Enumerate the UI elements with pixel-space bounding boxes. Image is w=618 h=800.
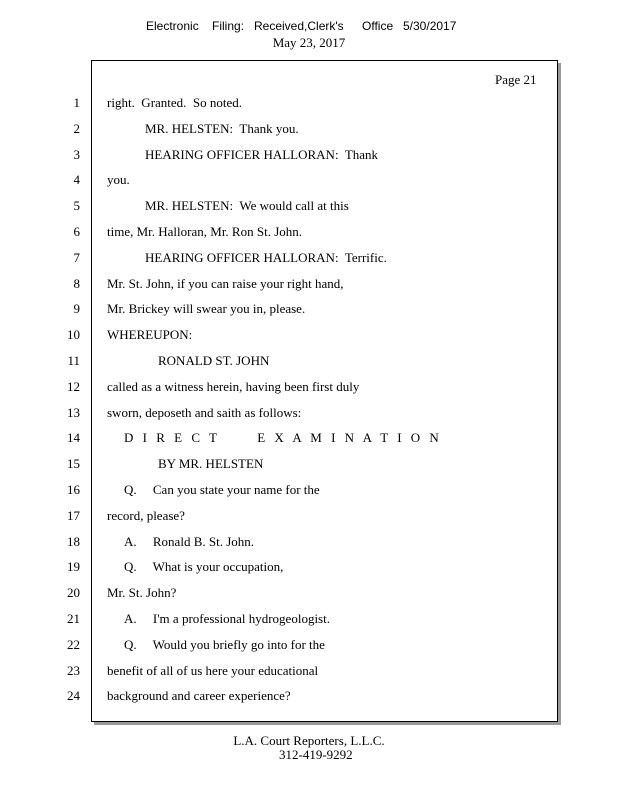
stamp-filing: Filing: [212,19,245,33]
line-text: benefit of all of us here your educational [107,663,319,678]
line-text: MR. HELSTEN: We would call at this [145,198,349,213]
line-number: 10 [67,327,80,342]
line-number: 16 [67,482,80,497]
line-number: 22 [67,637,80,652]
line-number: 21 [67,611,80,626]
line-number: 18 [67,534,80,549]
line-text: Mr. St. John? [107,585,177,600]
line-number: 14 [67,430,80,445]
line-text: record, please? [107,508,185,523]
line-text: A. Ronald B. St. John. [124,534,255,549]
footer-company: L.A. Court Reporters, L.L.C. [233,733,385,748]
line-text: background and career experience? [107,688,291,703]
stamp-received: Received,Clerk's [254,19,344,33]
line-number: 1 [73,95,80,110]
line-number: 8 [73,276,80,291]
stamp-office: Office [362,19,394,33]
hearing-date: May 23, 2017 [272,35,346,50]
line-text: A. I'm a professional hydrogeologist. [124,611,330,626]
line-text: Mr. St. John, if you can raise your right hand, [107,276,344,291]
line-text: RONALD ST. JOHN [158,353,270,368]
line-text: called as a witness herein, having been first duly [107,379,360,394]
line-text: Q. Can you state your name for the [124,482,320,497]
line-number: 17 [67,508,80,523]
line-text: you. [107,172,130,187]
stamp-date: 5/30/2017 [403,19,457,33]
stamp-electronic: Electronic [146,19,199,33]
page-number: Page 21 [495,72,537,87]
line-text: BY MR. HELSTEN [158,456,264,471]
line-number: 5 [73,198,80,213]
line-text: HEARING OFFICER HALLORAN: Thank [145,147,379,162]
line-text: HEARING OFFICER HALLORAN: Terrific. [145,250,387,265]
line-number: 6 [73,224,80,239]
line-number: 9 [73,301,80,316]
line-number: 3 [73,147,80,162]
line-text: WHEREUPON: [107,327,193,342]
line-number: 19 [67,559,80,574]
line-text: MR. HELSTEN: Thank you. [145,121,299,136]
line-number: 4 [73,172,80,187]
line-number: 13 [67,405,80,420]
line-text: D I R E C T E X A M I N A T I O N [124,430,442,445]
line-text: Q. What is your occupation, [124,559,284,574]
line-number: 15 [67,456,80,471]
line-number: 20 [67,585,80,600]
line-number: 2 [73,121,80,136]
line-text: right. Granted. So noted. [107,95,243,110]
line-text: Q. Would you briefly go into for the [124,637,325,652]
line-number: 23 [67,663,80,678]
line-text: sworn, deposeth and saith as follows: [107,405,302,420]
line-number: 7 [73,250,80,265]
line-number: 12 [67,379,80,394]
line-number: 11 [67,353,80,368]
footer-phone: 312-419-9292 [279,747,353,762]
line-text: time, Mr. Halloran, Mr. Ron St. John. [107,224,302,239]
line-text: Mr. Brickey will swear you in, please. [107,301,306,316]
line-number: 24 [67,688,80,703]
